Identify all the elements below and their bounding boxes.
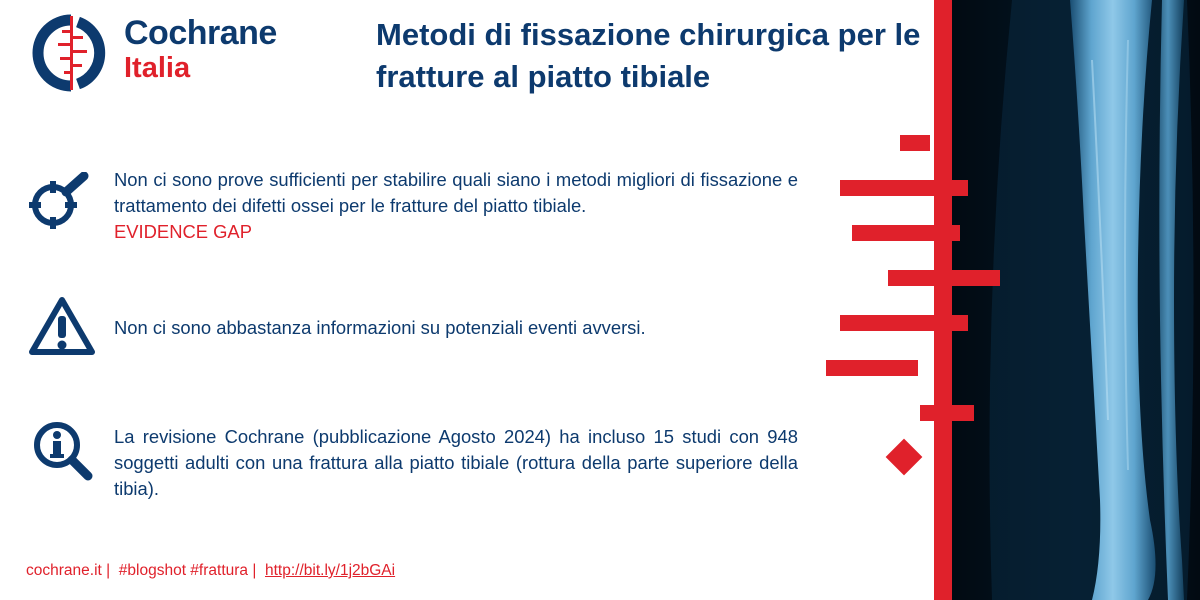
footer-link[interactable]: http://bit.ly/1j2bGAi: [265, 562, 396, 579]
footer-site: cochrane.it |: [26, 562, 111, 579]
decorative-bar: [920, 405, 974, 421]
decorative-bar: [826, 360, 918, 376]
brand-name: Cochrane: [124, 14, 277, 52]
point-evidence: [114, 167, 798, 245]
point-evidence-text: Non ci sono prove sufficienti per stabilire quali siano i metodi migliori di fissazione e trattamento dei difetti ossei per le fratture del piatto tibiale.: [114, 169, 798, 216]
info-magnifier-icon: [32, 420, 94, 482]
decorative-bar: [852, 225, 960, 241]
decorative-red-line: [934, 0, 952, 600]
decorative-bar: [888, 270, 1000, 286]
footer-tags: #blogshot #frattura |: [118, 562, 257, 579]
cochrane-logo: [26, 12, 116, 94]
footer: [26, 562, 395, 580]
evidence-gap-tag: EVIDENCE GAP: [114, 221, 252, 242]
point-adverse-events: Non ci sono abbastanza informazioni su potenziali eventi avversi.: [114, 317, 646, 338]
warning-triangle-icon: [28, 296, 96, 356]
decorative-bar: [840, 180, 968, 196]
brand-region: Italia: [124, 52, 191, 84]
point-review: La revisione Cochrane (pubblicazione Agosto 2024) ha incluso 15 studi con 948 soggetti adulti con una frattura alla piatto tibiale (rottura della parte superiore della tibia).: [114, 426, 798, 499]
decorative-diamond: [886, 439, 923, 476]
decorative-bar: [840, 315, 968, 331]
magnifier-target-icon: [28, 172, 90, 230]
decorative-bar: [900, 135, 930, 151]
page-title: Metodi di fissazione chirurgica per le fratture al piatto tibiale: [376, 17, 921, 94]
tibia-xray-image: [952, 0, 1200, 600]
